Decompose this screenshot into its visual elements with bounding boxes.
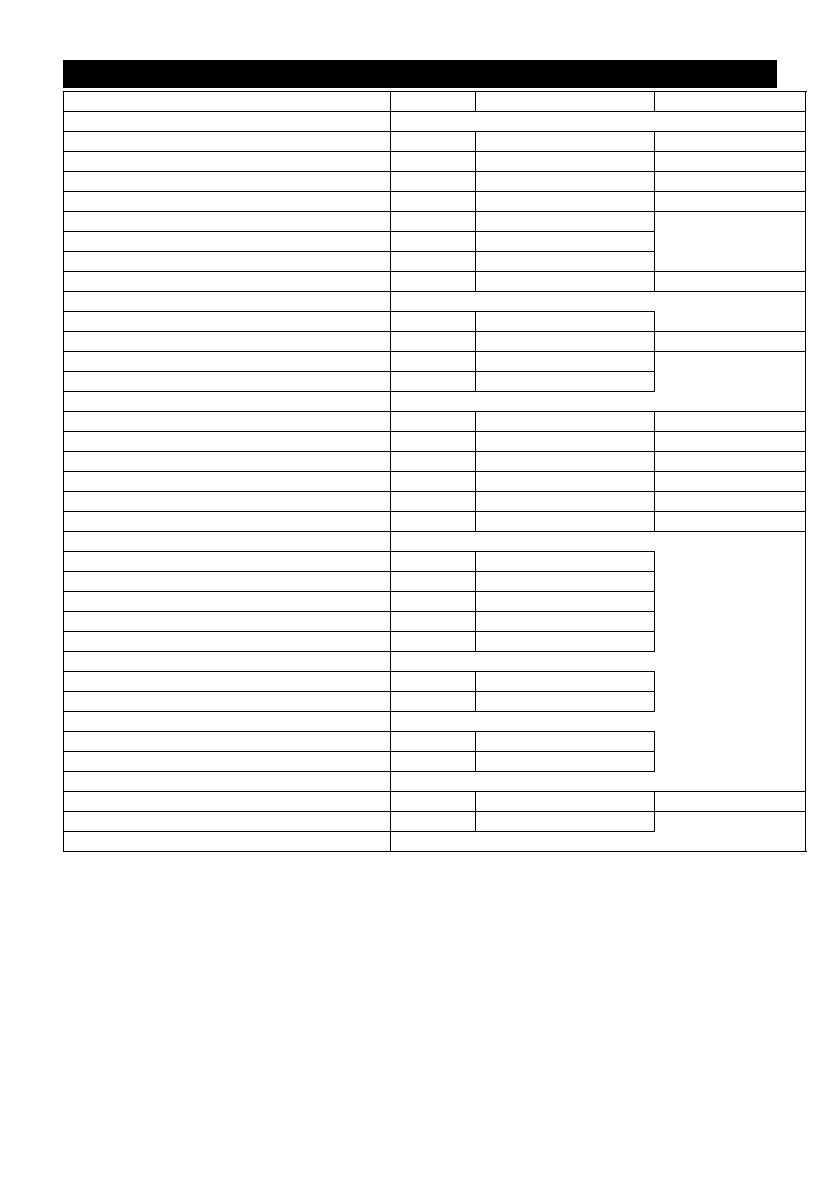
table-cell bbox=[476, 272, 655, 292]
table-cell bbox=[655, 132, 806, 152]
table-row bbox=[64, 192, 806, 212]
table-cell bbox=[476, 592, 655, 612]
table-cell bbox=[391, 272, 476, 292]
table-cell bbox=[655, 332, 806, 352]
table-cell bbox=[64, 292, 391, 312]
table-row bbox=[64, 492, 806, 512]
table-cell bbox=[64, 212, 391, 232]
table-cell bbox=[64, 792, 391, 812]
table-cell bbox=[655, 452, 806, 472]
table-cell bbox=[476, 332, 655, 352]
table-row bbox=[64, 632, 806, 652]
table-row bbox=[64, 112, 806, 132]
table-cell bbox=[64, 112, 391, 132]
table-cell bbox=[391, 732, 476, 752]
table-cell bbox=[64, 232, 391, 252]
table-cell bbox=[391, 212, 476, 232]
table-cell bbox=[476, 512, 655, 532]
table-cell bbox=[391, 352, 476, 372]
table-cell bbox=[64, 312, 391, 332]
table-cell bbox=[391, 232, 476, 252]
table-cell bbox=[64, 612, 391, 632]
table-cell bbox=[391, 672, 476, 692]
table-row bbox=[64, 312, 806, 332]
table-cell bbox=[476, 752, 655, 772]
table-cell bbox=[64, 572, 391, 592]
table-cell bbox=[391, 172, 476, 192]
table-row bbox=[64, 552, 806, 572]
table-row bbox=[64, 612, 806, 632]
table-cell bbox=[391, 752, 476, 772]
table-cell bbox=[391, 152, 476, 172]
table-cell bbox=[655, 272, 806, 292]
table-cell bbox=[476, 252, 655, 272]
table-cell bbox=[64, 252, 391, 272]
table-cell bbox=[391, 132, 476, 152]
table-cell bbox=[64, 92, 391, 112]
table-cell bbox=[391, 692, 476, 712]
table-row bbox=[64, 152, 806, 172]
table-cell bbox=[391, 332, 476, 352]
table-cell bbox=[391, 372, 476, 392]
table-cell bbox=[64, 452, 391, 472]
table-cell bbox=[64, 412, 391, 432]
table-cell bbox=[64, 472, 391, 492]
table-cell bbox=[476, 632, 655, 652]
table-cell bbox=[476, 312, 655, 332]
table-cell bbox=[476, 792, 655, 812]
table-cell bbox=[476, 232, 655, 252]
table-cell bbox=[64, 832, 391, 852]
table-row bbox=[64, 712, 806, 732]
table-row bbox=[64, 732, 806, 752]
table-cell bbox=[391, 252, 476, 272]
table-cell bbox=[391, 192, 476, 212]
table-cell bbox=[476, 352, 655, 372]
table-cell bbox=[476, 552, 655, 572]
table-row bbox=[64, 572, 806, 592]
table-cell bbox=[64, 392, 391, 412]
table-row bbox=[64, 132, 806, 152]
table-row bbox=[64, 332, 806, 352]
table-row bbox=[64, 212, 806, 232]
table-row bbox=[64, 692, 806, 712]
table-cell bbox=[391, 792, 476, 812]
table-row bbox=[64, 412, 806, 432]
table-cell bbox=[64, 432, 391, 452]
table-row bbox=[64, 432, 806, 452]
table-cell bbox=[64, 592, 391, 612]
table-cell bbox=[64, 672, 391, 692]
table-cell bbox=[391, 572, 476, 592]
table-cell bbox=[476, 152, 655, 172]
table-cell bbox=[64, 492, 391, 512]
table-row bbox=[64, 392, 806, 412]
table-cell bbox=[476, 212, 655, 232]
table-cell bbox=[655, 472, 806, 492]
table-cell bbox=[476, 472, 655, 492]
specification-table bbox=[63, 91, 806, 852]
table-cell bbox=[391, 812, 476, 832]
table-cell bbox=[655, 412, 806, 432]
table-row bbox=[64, 512, 806, 532]
table-cell bbox=[476, 692, 655, 712]
table-cell bbox=[655, 512, 806, 532]
table-cell bbox=[391, 492, 476, 512]
table-cell bbox=[64, 772, 391, 792]
table-row bbox=[64, 172, 806, 192]
table-row bbox=[64, 652, 806, 672]
table-cell bbox=[476, 732, 655, 752]
table-row bbox=[64, 532, 806, 552]
table-cell bbox=[391, 512, 476, 532]
table-cell bbox=[64, 272, 391, 292]
table-row bbox=[64, 672, 806, 692]
table-row bbox=[64, 772, 806, 792]
table-row bbox=[64, 832, 806, 852]
table-cell bbox=[476, 612, 655, 632]
table-cell bbox=[64, 512, 391, 532]
table-row bbox=[64, 252, 806, 272]
table-cell bbox=[391, 552, 476, 572]
table-cell bbox=[64, 372, 391, 392]
table-row bbox=[64, 792, 806, 812]
table-cell bbox=[476, 192, 655, 212]
table-body bbox=[64, 92, 806, 852]
table-cell bbox=[476, 92, 655, 112]
table-cell bbox=[476, 412, 655, 432]
table-cell bbox=[391, 472, 476, 492]
table-cell bbox=[64, 752, 391, 772]
table-row bbox=[64, 812, 806, 832]
table-cell bbox=[476, 672, 655, 692]
table-cell bbox=[476, 372, 655, 392]
table-cell bbox=[64, 732, 391, 752]
table-cell bbox=[64, 152, 391, 172]
table-cell bbox=[64, 632, 391, 652]
table-cell bbox=[391, 452, 476, 472]
table-cell bbox=[64, 532, 391, 552]
table-cell bbox=[391, 412, 476, 432]
table-cell bbox=[655, 432, 806, 452]
table-cell bbox=[655, 92, 806, 112]
table-cell bbox=[476, 572, 655, 592]
table-cell bbox=[64, 172, 391, 192]
table-row bbox=[64, 292, 806, 312]
table-cell bbox=[391, 632, 476, 652]
table-cell bbox=[655, 192, 806, 212]
table-row bbox=[64, 232, 806, 252]
table-row bbox=[64, 752, 806, 772]
table-cell bbox=[655, 172, 806, 192]
table-cell bbox=[476, 492, 655, 512]
title-bar bbox=[63, 60, 777, 88]
table-cell bbox=[391, 592, 476, 612]
table-row bbox=[64, 452, 806, 472]
table-cell bbox=[64, 652, 391, 672]
table-cell bbox=[476, 452, 655, 472]
table-cell bbox=[64, 332, 391, 352]
table-cell bbox=[391, 612, 476, 632]
table-row bbox=[64, 92, 806, 112]
table-row bbox=[64, 352, 806, 372]
table-cell bbox=[476, 432, 655, 452]
table-cell bbox=[391, 92, 476, 112]
table-cell bbox=[391, 312, 476, 332]
table-cell bbox=[476, 172, 655, 192]
table-cell bbox=[64, 352, 391, 372]
table-row bbox=[64, 592, 806, 612]
spec-sheet bbox=[63, 60, 777, 852]
table-cell bbox=[391, 432, 476, 452]
table-row bbox=[64, 372, 806, 392]
table-cell bbox=[476, 812, 655, 832]
table-cell bbox=[655, 792, 806, 812]
table-cell bbox=[64, 812, 391, 832]
table-row bbox=[64, 472, 806, 492]
table-row bbox=[64, 272, 806, 292]
table-cell bbox=[64, 692, 391, 712]
table-cell bbox=[64, 132, 391, 152]
table-cell bbox=[64, 552, 391, 572]
table-cell bbox=[476, 132, 655, 152]
table-cell bbox=[64, 712, 391, 732]
table-cell bbox=[64, 192, 391, 212]
